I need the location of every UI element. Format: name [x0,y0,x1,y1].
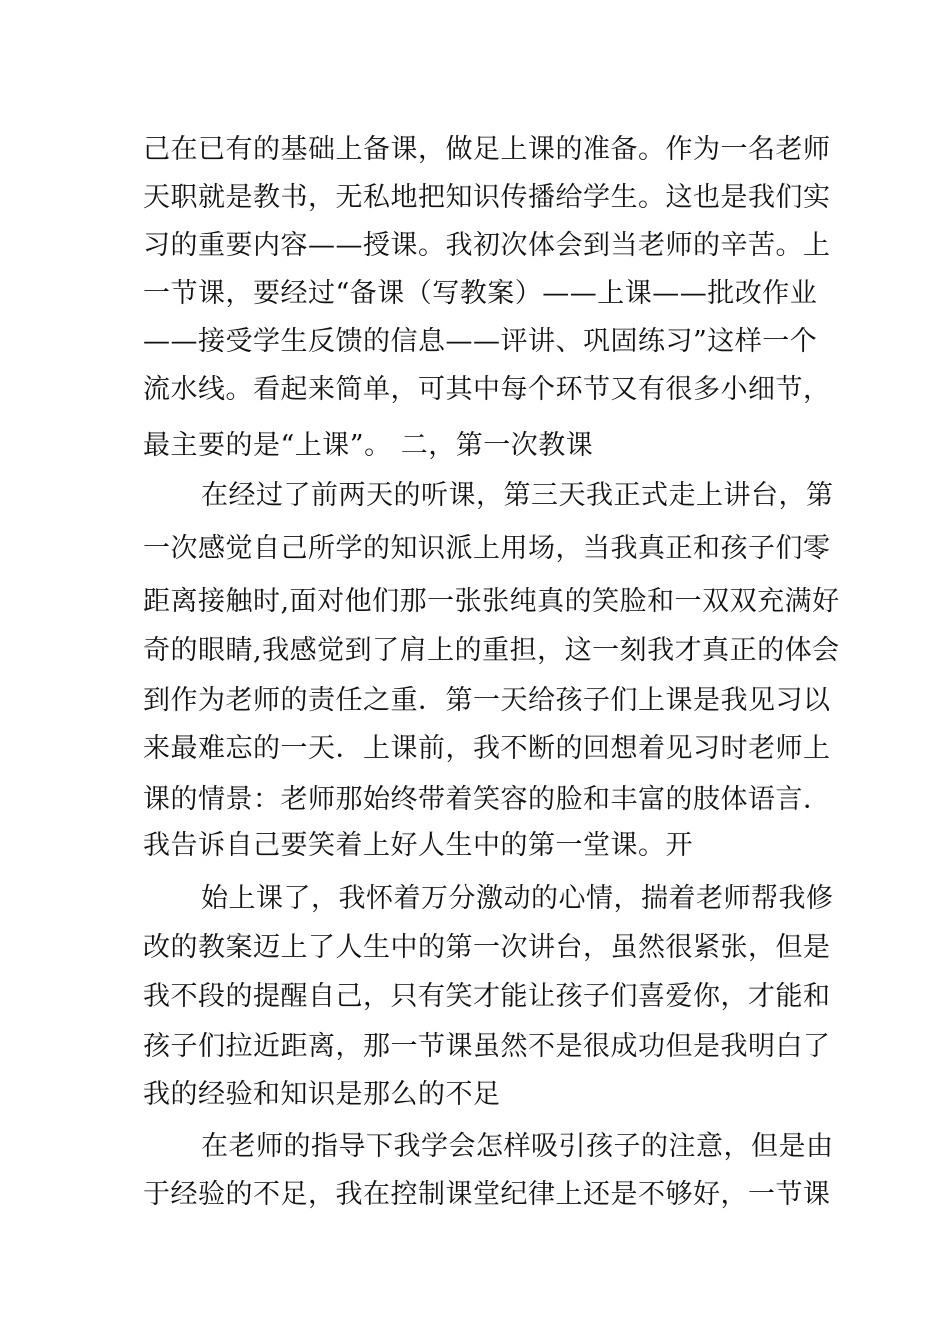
text-line: 孩子们拉近距离，那一节课虽然不是很成功但是我明白了 [143,1031,831,1062]
text-line: 改的教案迈上了人生中的第一次讲台，虽然很紧张，但是 [143,932,831,963]
text-line: 我不段的提醒自己，只有笑才能让孩子们喜爱你，才能和 [143,981,831,1012]
paragraph-first-line: 在经过了前两天的听课，第三天我正式走上讲台，第 [201,480,834,511]
text-line: 己在已有的基础上备课，做足上课的准备。作为一名老师 [143,134,831,165]
text-line: 到作为老师的责任之重．第一天给孩子们上课是我见习以 [143,685,831,716]
text-line: 天职就是教书，无私地把知识传播给学生。这也是我们实 [143,182,831,213]
text-line: 课的情景：老师那始终带着笑容的脸和丰富的肢体语言． [143,784,831,815]
paragraph-first-line: 始上课了，我怀着万分激动的心情，揣着老师帮我修 [201,883,834,914]
text-line: ——接受学生反馈的信息——评讲、巩固练习”这样一个 [143,326,818,357]
text-line: 于经验的不足，我在控制课堂纪律上还是不够好，一节课 [143,1179,831,1210]
text-line: 我的经验和知识是那么的不足 [143,1079,501,1110]
paragraph-first-line: 在老师的指导下我学会怎样吸引孩子的注意，但是由 [201,1131,834,1162]
text-line: 流水线。看起来简单，可其中每个环节又有很多小细节， [143,374,831,405]
text-line: 我告诉自己要笑着上好人生中的第一堂课。开 [143,830,693,861]
text-line: 一节课，要经过“备课（写教案）——上课——批改作业 [143,278,818,309]
text-line: 最主要的是“上课”。 二，第一次教课 [143,430,594,461]
text-line: 奇的眼睛,我感觉到了肩上的重担，这一刻我才真正的体会 [143,635,840,666]
text-line: 一次感觉自己所学的知识派上用场，当我真正和孩子们零 [143,533,831,564]
text-line: 习的重要内容——授课。我初次体会到当老师的辛苦。上 [143,230,831,261]
text-line: 来最难忘的一天．上课前，我不断的回想着见习时老师上 [143,733,831,764]
text-line: 距离接触时,面对他们那一张张纯真的笑脸和一双双充满好 [143,586,840,617]
